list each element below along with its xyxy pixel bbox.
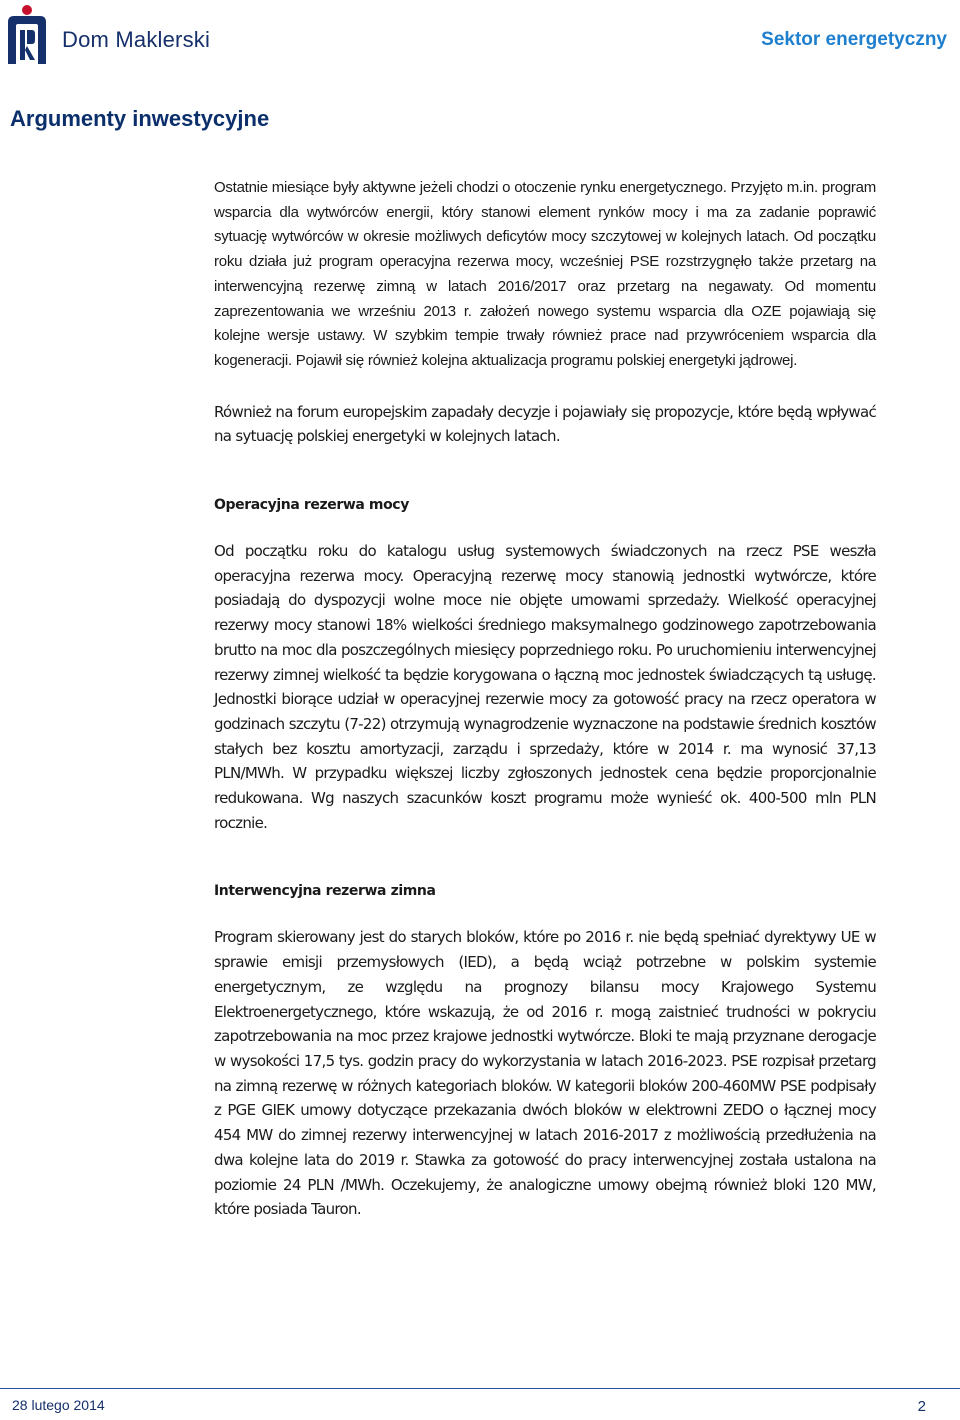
- operational-reserve-paragraph: Od początku roku do katalogu usług systemowych świadczonych na rzecz PSE weszła operacyjna rezerwa mocy. Operacyjną rezerwę mocy stanowią jednostki wytwórcze, które posiadają do dyspozycji wolne moce nie objęte umowami sprzedaży. Wielkość operacyjnej rezerwy mocy stanowi 18% wielkości średniego maksymalnego godzinowego zapotrzebowania brutto na moc dla poszczególnych miesięcy poprzedniego roku. Po uruchomieniu interwencyjnej rezerwy zimnej wielkość ta będzie korygowana o łączną moc jednostek świadczących tą usługę. Jednostki biorące udział w operacyjnej rezerwie mocy za gotowość pracy na rzecz operatora w godzinach szczytu (7-22) otrzymują wynagrodzenie wyznaczone na podstawie średnich kosztów stałych bez kosztu amortyzacji, zarządu i sprzedaży, które w 2014 r. ma wynosić 37,13 PLN/MWh. W przypadku większej liczby zgłoszonych jednostek cena będzie proporcjonalnie redukowana. Wg naszych szacunków koszt programu może wynieść ok. 400-500 mln PLN rocznie.: [214, 542, 876, 832]
- section-heading-cold-reserve: Interwencyjna rezerwa zimna: [214, 883, 436, 900]
- page-header: [0, 0, 960, 70]
- page-number: 2: [917, 1398, 926, 1415]
- page-footer: [0, 1388, 960, 1420]
- brand-name: Dom Maklerski: [62, 27, 211, 52]
- intro-paragraph: Ostatnie miesiące były aktywne jeżeli chodzi o otoczenie rynku energetycznego. Przyjęto m.in. program wsparcia dla wytwórców energii, który stanowi element rynków mocy i ma za zadanie poprawić sytuację wytwórców w okresie możliwych deficytów mocy szczytowej w kolejnych latach. Od początku roku działa już program operacyjna rezerwa mocy, wcześniej PSE rozstrzygnęło także przetarg na interwencyjną rezerwę zimną w latach 2016/2017 oraz przetarg na negawaty. Od momentu zaprezentowania we wrześniu 2013 r. założeń nowego systemu wsparcia dla OZE pojawiają się kolejne wersje ustawy. W szybkim tempie trwały również prace nad przywróceniem wsparcia dla kogeneracji. Pojawił się również kolejna aktualizacja programu polskiej energetyki jądrowej.: [214, 179, 876, 369]
- footer-divider: [0, 1388, 960, 1389]
- pko-logo-icon: [4, 4, 50, 64]
- page-title: Argumenty inwestycyjne: [10, 106, 270, 131]
- europe-paragraph: Również na forum europejskim zapadały decyzje i pojawiały się propozycje, które będą wpływać na sytuację polskiej energetyki w kolejnych latach.: [214, 402, 876, 446]
- cold-reserve-paragraph: Program skierowany jest do starych bloków, które po 2016 r. nie będą spełniać dyrektywy UE w sprawie emisji przemysłowych (IED), a będą wciąż potrzebne w polskim systemie energetycznym, ze względu na prognozy bilansu mocy Krajowego Systemu Elektroenergetycznego, które wskazują, że od 2016 r. mogą zaistnieć trudności w pokryciu zapotrzebowania na moc przez krajowe jednostki wytwórcze. Bloki te mają przyznane derogacje w wysokości 17,5 tys. godzin pracy do wykorzystania w latach 2016-2023. PSE rozpisał przetarg na zimną rezerwę w różnych kategoriach bloków. W kategorii bloków 200-460MW PSE podpisały z PGE GIEK umowy dotyczące przekazania dwóch bloków w elektrowni ZEDO o łącznej mocy 454 MW do zimnej rezerwy interwencyjnej w latach 2016-2017 z możliwością przedłużenia na dwa kolejne lata do 2019 r. Stawka za gotowość do pracy interwencyjnej została ustalona na poziomie 24 PLN /MWh. Oczekujemy, że analogiczne umowy obejmą również bloki 120 MW, które posiada Tauron.: [214, 928, 876, 1219]
- section-heading-operational-reserve: Operacyjna rezerwa mocy: [214, 497, 409, 514]
- document-body: [214, 176, 876, 1222]
- footer-date: 28 lutego 2014: [12, 1397, 105, 1413]
- sector-title: Sektor energetyczny: [761, 29, 947, 50]
